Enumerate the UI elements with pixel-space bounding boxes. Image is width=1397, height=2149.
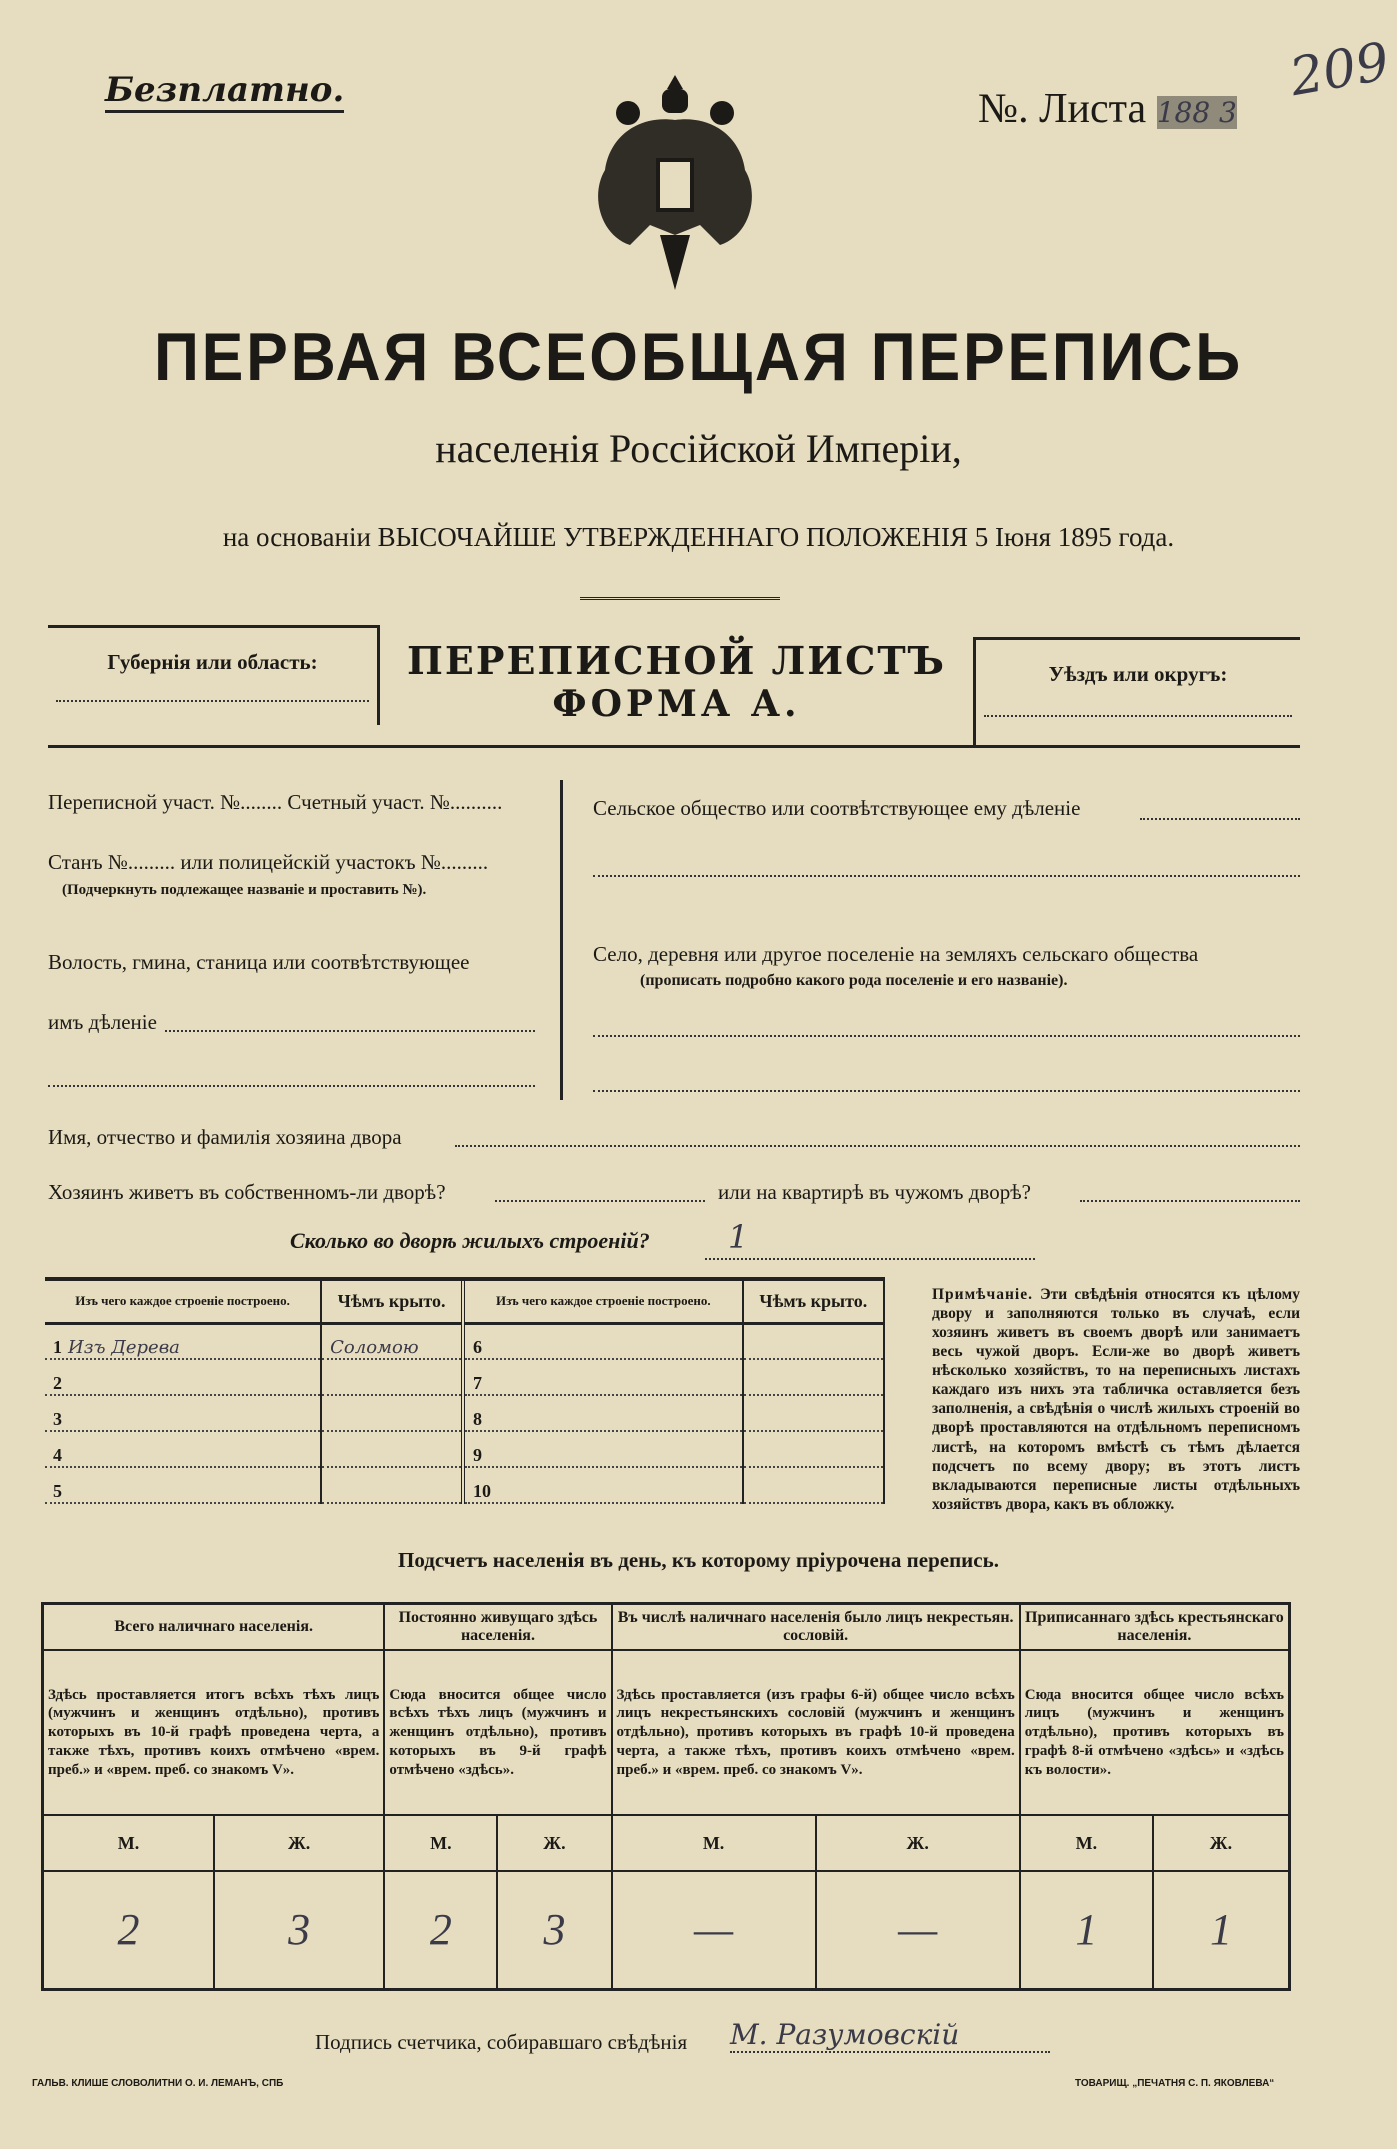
group-description: Здѣсь проставляется (изъ графы 6-й) общее число всѣхъ лицъ некрестьянскихъ сословій (мужчинъ и женщинъ отдѣльно), противъ которыхъ въ графѣ 10-й проведена черта, а также тѣхъ, противъ коихъ отмѣчено «врем. преб.» и «врем. преб. со знакомъ V». (612, 1650, 1020, 1815)
footer-right: ТОВАРИЩ. „ПЕЧАТНЯ С. П. ЯКОВЛЕВА“ (1075, 2078, 1275, 2089)
gubernia-field[interactable] (56, 700, 369, 702)
male-count[interactable]: — (612, 1871, 816, 1989)
form-title (380, 638, 973, 725)
ornament-divider (580, 597, 780, 600)
population-count-table (41, 1602, 1291, 1991)
lives-own-field[interactable] (495, 1200, 705, 1202)
police-label: или полицейскій участокъ № (180, 850, 441, 874)
building-number: 3 (53, 1409, 62, 1429)
female-count[interactable]: 1 (1153, 1871, 1290, 1989)
note-label: Примѣчаніе. (932, 1286, 1033, 1303)
roof-material-cell[interactable] (743, 1359, 884, 1395)
census-basis: на основаніи ВЫСОЧАЙШЕ УТВЕРЖДЕННАГО ПОЛОЖЕНІЯ 5 Іюня 1895 года. (222, 522, 1175, 552)
group-title: Приписаннаго здѣсь крестьянскаго населенія. (1020, 1604, 1290, 1651)
building-row (45, 1431, 463, 1467)
roof-material-cell[interactable] (743, 1395, 884, 1431)
male-header: М. (612, 1815, 816, 1871)
buildings-table (45, 1277, 885, 1504)
uezd-label: Уѣздъ или округъ: (1048, 662, 1228, 686)
roof-material-cell[interactable] (743, 1467, 884, 1503)
free-label: Безплатно. (105, 70, 344, 113)
census-title: ПЕРВАЯ ВСЕОБЩАЯ ПЕРЕПИСЬ (153, 319, 1244, 395)
male-count[interactable]: 2 (384, 1871, 497, 1989)
building-row (45, 1323, 463, 1359)
building-number: 9 (473, 1445, 482, 1465)
selo-field[interactable] (593, 1035, 1300, 1037)
group-description: Сюда вносится общее число всѣхъ лицъ (мужчинъ и женщинъ отдѣльно), противъ которыхъ въ графѣ 8-й отмѣчено «здѣсь» и «здѣсь къ волости». (1020, 1650, 1290, 1815)
building-material-cell[interactable] (465, 1467, 743, 1503)
gubernia-label: Губернія или область: (107, 650, 318, 674)
obshchestvo-field-2[interactable] (593, 875, 1300, 877)
buildings-count-label: Сколько во дворѣ жилыхъ строеній? (290, 1228, 650, 1253)
col-built: Изъ чего каждое строеніе построено. (45, 1281, 321, 1323)
group-title: Постоянно живущаго здѣсь населенія. (384, 1604, 611, 1651)
building-number: 4 (53, 1445, 62, 1465)
owner-label: Имя, отчество и фамилія хозяина двора (48, 1125, 402, 1149)
male-header: М. (1020, 1815, 1153, 1871)
obshchestvo-label: Сельское общество или соотвѣтствующее ему дѣленіе (593, 796, 1081, 820)
sheet-number-value: 188 3 (1156, 96, 1237, 129)
female-count[interactable]: — (816, 1871, 1020, 1989)
gubernia-box (48, 625, 380, 725)
female-count[interactable]: 3 (214, 1871, 384, 1989)
obshchestvo-field[interactable] (1140, 818, 1300, 820)
count-heading: Подсчетъ населенія въ день, къ которому пріурочена перепись. (398, 1548, 999, 1572)
archive-number: 209 (1285, 31, 1394, 109)
building-row (45, 1467, 463, 1503)
building-material-cell[interactable] (45, 1395, 321, 1431)
female-header: Ж. (816, 1815, 1020, 1871)
building-number: 2 (53, 1373, 62, 1393)
buildings-count-value: 1 (728, 1218, 749, 1256)
col-roof: Чѣмъ крыто. (743, 1281, 884, 1323)
building-material-cell[interactable] (45, 1323, 321, 1359)
note-text: Эти свѣдѣнія относятся къ цѣлому двору и заполняются только въ случаѣ, если хозяинъ живетъ въ своемъ дворѣ или занимаетъ весь чужой дворъ. Если-же во дворѣ живетъ нѣсколько хозяйствъ, то на переписныхъ листахъ каждаго изъ нихъ эта табличка оставляется безъ заполненія, а свѣдѣнія о числѣ жилыхъ строеній во дворѣ проставляются на отдѣльномъ переписномъ листѣ, на которомъ вмѣстѣ съ тѣмъ дѣлается подсчетъ по всему двору; въ этотъ листъ вкладываются переписные листы отдѣльныхъ хозяйствъ двора, какъ въ обложку. (932, 1286, 1300, 1513)
form-title-sub: ФОРМА А. (552, 683, 801, 725)
col-built: Изъ чего каждое строеніе построено. (465, 1281, 743, 1323)
building-material-cell[interactable] (465, 1431, 743, 1467)
buildings-count-field[interactable] (705, 1258, 1035, 1260)
stan-label: Станъ № (48, 850, 128, 874)
building-row (465, 1395, 884, 1431)
group-description: Сюда вносится общее число всѣхъ тѣхъ лицъ (мужчинъ и женщинъ отдѣльно), противъ которыхъ въ 9-й графѣ отмѣчено «здѣсь». (384, 1650, 611, 1815)
uezd-field[interactable] (984, 715, 1292, 717)
sheet-number-label: №. Листа (978, 86, 1147, 132)
volost-label-2: имъ дѣленіе (48, 1010, 157, 1034)
signature-value: М. Разумовскій (730, 2018, 1050, 2053)
lives-rent-label: или на квартирѣ въ чужомъ дворѣ? (718, 1180, 1031, 1204)
roof-material-cell[interactable] (321, 1359, 463, 1395)
volost-field-2[interactable] (48, 1085, 535, 1087)
selo-label: Село, деревня или другое поселеніе на земляхъ сельскаго общества (593, 942, 1199, 966)
roof-material-cell[interactable] (321, 1323, 463, 1359)
building-material-cell[interactable] (465, 1359, 743, 1395)
building-number: 5 (53, 1481, 62, 1501)
group-title: Всего наличнаго населенія. (43, 1604, 385, 1651)
building-row (465, 1467, 884, 1503)
building-material-cell[interactable] (45, 1431, 321, 1467)
roof-material-cell[interactable] (743, 1323, 884, 1359)
owner-field[interactable] (455, 1145, 1300, 1147)
building-number: 8 (473, 1409, 482, 1429)
building-number: 6 (473, 1337, 482, 1357)
building-row (45, 1395, 463, 1431)
building-number: 1 (53, 1337, 62, 1357)
vertical-divider (560, 780, 563, 1100)
group-title: Въ числѣ наличнаго населенія было лицъ некрестьян. сословій. (612, 1604, 1020, 1651)
underline-note: (Подчеркнуть подлежащее названіе и проставить №). (62, 882, 427, 898)
male-count[interactable]: 2 (43, 1871, 214, 1989)
census-subtitle: населенія Россійской Имперіи, (435, 426, 962, 471)
footer-left: ГАЛЬВ. КЛИШЕ СЛОВОЛИТНИ О. И. ЛЕМАНЪ, СПБ (32, 2078, 284, 2089)
roof-material-cell[interactable] (743, 1431, 884, 1467)
double-headed-eagle-emblem (580, 75, 770, 290)
roof-material-value: Соломою (330, 1337, 419, 1358)
female-header: Ж. (497, 1815, 611, 1871)
male-header: М. (384, 1815, 497, 1871)
roof-material-cell[interactable] (321, 1467, 463, 1503)
volost-field[interactable] (165, 1030, 535, 1032)
uezd-box (973, 637, 1300, 747)
male-header: М. (43, 1815, 214, 1871)
building-row (465, 1323, 884, 1359)
group-description: Здѣсь проставляется итогъ всѣхъ тѣхъ лицъ (мужчинъ и женщинъ отдѣльно), противъ которыхъ въ 10-й графѣ проведена черта, а также тѣхъ, противъ коихъ отмѣчено «врем. преб.» и «врем. преб. со знакомъ V». (43, 1650, 385, 1815)
building-row (465, 1359, 884, 1395)
building-number: 10 (473, 1481, 491, 1501)
building-number: 7 (473, 1373, 482, 1393)
divider (48, 745, 1300, 748)
building-row (45, 1359, 463, 1395)
building-material-cell[interactable] (465, 1395, 743, 1431)
lives-rent-field[interactable] (1080, 1200, 1300, 1202)
lives-own-label: Хозяинъ живетъ въ собственномъ-ли дворѣ? (48, 1180, 446, 1204)
sheet-number (978, 85, 1237, 133)
col-roof: Чѣмъ крыто. (321, 1281, 463, 1323)
perepis-uchastok-label: Переписной участ. № (48, 790, 241, 814)
building-material-cell[interactable] (465, 1323, 743, 1359)
building-material-value: Изъ Дерева (68, 1337, 180, 1358)
selo-note: (прописать подробно какого рода поселеніе и его названіе). (640, 972, 1068, 989)
building-material-cell[interactable] (45, 1359, 321, 1395)
building-row (465, 1431, 884, 1467)
roof-material-cell[interactable] (321, 1431, 463, 1467)
male-count[interactable]: 1 (1020, 1871, 1153, 1989)
stan-field[interactable]: Станъ №......... или полицейскій участокъ №......... (48, 850, 489, 874)
schet-uchastok-label: Счетный участ. № (287, 790, 450, 814)
note (932, 1285, 1300, 1514)
building-material-cell[interactable] (45, 1467, 321, 1503)
volost-label: Волость, гмина, станица или соотвѣтствующее (48, 950, 470, 974)
female-header: Ж. (1153, 1815, 1290, 1871)
perepis-uchastok-field[interactable]: Переписной участ. №........ Счетный участ. №.......... (48, 790, 503, 814)
female-header: Ж. (214, 1815, 384, 1871)
signature-label: Подпись счетчика, собиравшаго свѣдѣнія (315, 2030, 688, 2054)
selo-field-2[interactable] (593, 1090, 1300, 1092)
roof-material-cell[interactable] (321, 1395, 463, 1431)
female-count[interactable]: 3 (497, 1871, 611, 1989)
form-title-main: ПЕРЕПИСНОЙ ЛИСТЪ (407, 638, 946, 683)
